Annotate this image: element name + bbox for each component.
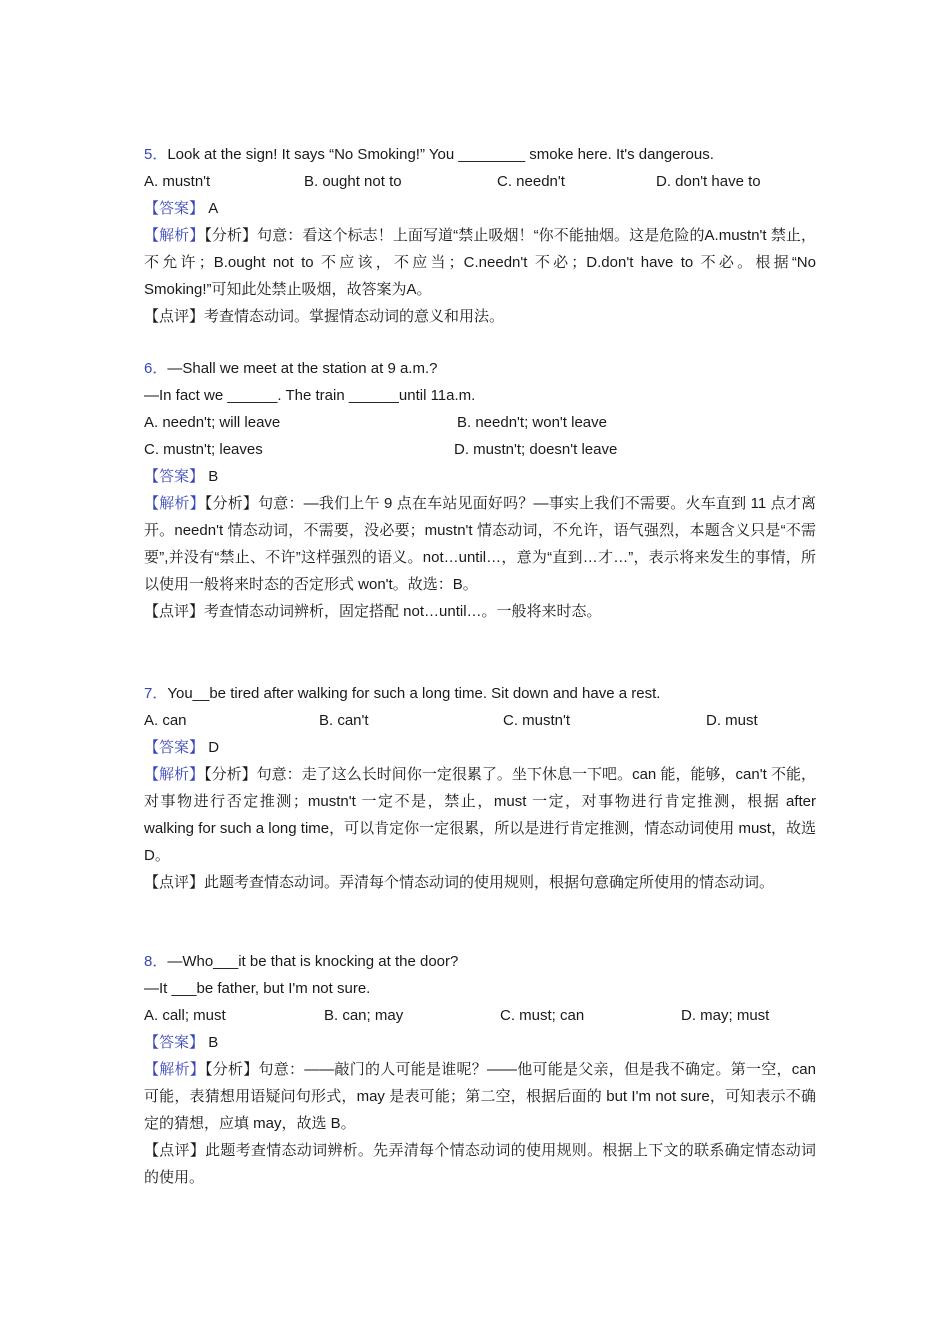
answer-value: A (208, 200, 219, 217)
option-b: B. ought not to (304, 173, 402, 190)
option-d: D. don't have to (656, 173, 761, 190)
comment-paragraph: 【点评】此题考查情态动词。弄清每个情态动词的使用规则，根据句意确定所使用的情态动词。 (144, 874, 775, 891)
question-8 (144, 948, 816, 1191)
answer-line (144, 1029, 816, 1056)
analysis-paragraph: 【解析】【分析】句意：走了这么长时间你一定很累了。坐下休息一下吧。can 能，能够，can't 不能，对事物进行否定推测；mustn't 一定不是，禁止，must 一定，对事物进行肯定推测，根据 after walking for such a long time，可以肯定你一定很累，所以是进行肯定推测，情态动词使用 must，故选 D。 (144, 766, 816, 864)
question-stem: 5．Look at the sign! It says “No Smoking!” You ________ smoke here. It's dangerous. (144, 146, 714, 163)
answer-tag: 【答案】 (144, 1034, 205, 1051)
options-row (144, 168, 816, 195)
question-number: 8． (144, 953, 168, 970)
option-c: C. must; can (500, 1007, 585, 1024)
comment-paragraph: 【点评】考查情态动词。掌握情态动词的意义和用法。 (144, 308, 505, 325)
answer-line (144, 195, 816, 222)
question-5 (144, 141, 816, 330)
option-d: D. mustn't; doesn't leave (454, 441, 618, 458)
analysis-tag: 【解析】 (144, 227, 205, 244)
question-6 (144, 355, 816, 625)
options-row (144, 436, 816, 463)
question-stem: 6．—Shall we meet at the station at 9 a.m.? (144, 360, 438, 377)
answer-tag: 【答案】 (144, 739, 205, 756)
answer-tag: 【答案】 (144, 200, 205, 217)
option-c: C. mustn't (503, 712, 571, 729)
option-d: D. must (706, 712, 758, 729)
option-b: B. can; may (324, 1007, 404, 1024)
options-row (144, 1002, 816, 1029)
question-stem-line-2: —In fact we ______. The train ______until 11a.m. (144, 387, 476, 404)
answer-tag: 【答案】 (144, 468, 205, 485)
comment-paragraph: 【点评】此题考查情态动词辨析。先弄清每个情态动词的使用规则。根据上下文的联系确定情态动词的使用。 (144, 1142, 816, 1186)
option-c: C. mustn't; leaves (144, 441, 263, 458)
comment-paragraph: 【点评】考查情态动词辨析，固定搭配 not…until…。一般将来时态。 (144, 603, 602, 620)
analysis-tag: 【解析】 (144, 495, 205, 512)
answer-value: B (208, 1034, 219, 1051)
analysis-tag: 【解析】 (144, 766, 205, 783)
option-b: B. needn't; won't leave (457, 414, 607, 431)
option-a: A. can (144, 712, 187, 729)
option-b: B. can't (319, 712, 369, 729)
answer-value: B (208, 468, 219, 485)
question-7 (144, 680, 816, 896)
options-row (144, 707, 816, 734)
option-a: A. mustn't (144, 173, 211, 190)
analysis-paragraph: 【解析】【分析】句意：—我们上午 9 点在车站见面好吗？—事实上我们不需要。火车直到 11 点才离开。needn't 情态动词，不需要，没必要；mustn't 情态动词，不允许，语气强烈，本题含义只是“不需要”,并没有“禁止、不许”这样强烈的语义。not…until…，意为“直到…才…”，表示将来发生的事情，所以使用一般将来时态的否定形式 won't。故选：B。 (144, 495, 816, 593)
analysis-paragraph: 【解析】【分析】句意：看这个标志！上面写道“禁止吸烟！“你不能抽烟。这是危险的A.mustn't 禁止，不允许；B.ought not to 不应该，不应当；C.needn't 不必；D.don't have to 不必。根据“No Smoking!”可知此处禁止吸烟，故答案为A。 (144, 227, 816, 298)
question-number: 7． (144, 685, 168, 702)
answer-value: D (208, 739, 220, 756)
option-a: A. needn't; will leave (144, 414, 281, 431)
question-stem: 7．You__be tired after walking for such a long time. Sit down and have a rest. (144, 685, 661, 702)
analysis-tag: 【解析】 (144, 1061, 206, 1078)
question-number: 5． (144, 146, 168, 163)
answer-line (144, 463, 816, 490)
analysis-paragraph: 【解析】【分析】句意：——敲门的人可能是谁呢？——他可能是父亲，但是我不确定。第一空，can 可能，表猜想用语疑问句形式，may 是表可能；第二空，根据后面的 but I'm not sure，可知表示不确定的猜想，应填 may，故选 B。 (144, 1061, 816, 1132)
options-row (144, 409, 816, 436)
option-a: A. call; must (144, 1007, 226, 1024)
question-stem: 8．—Who___it be that is knocking at the door? (144, 953, 459, 970)
option-d: D. may; must (681, 1007, 770, 1024)
question-number: 6． (144, 360, 168, 377)
question-stem-line-2: —It ___be father, but I'm not sure. (144, 980, 371, 997)
option-c: C. needn't (497, 173, 565, 190)
answer-line (144, 734, 816, 761)
